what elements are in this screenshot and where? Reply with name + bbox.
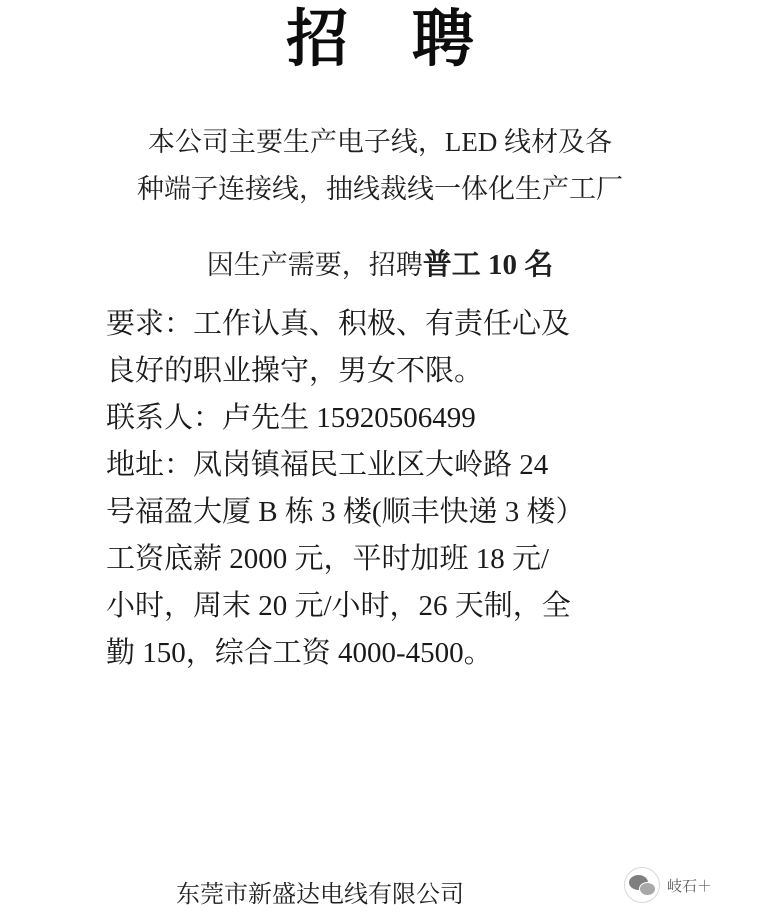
details-block — [28, 301, 732, 677]
need-highlight: 普工 10 名 — [422, 248, 554, 281]
intro-paragraph — [28, 119, 732, 212]
intro-line: 种端子连接线，抽线裁线一体化生产工厂 — [137, 173, 623, 204]
need-prefix: 因生产需要，招聘 — [206, 249, 423, 280]
detail-line: 工资底薪 2000 元，平时加班 18 元/ — [106, 542, 550, 575]
detail-line: 联系人：卢先生 15920506499 — [106, 401, 476, 434]
detail-line: 号福盈大厦 B 栋 3 楼(顺丰快递 3 楼） — [106, 495, 585, 528]
detail-line: 良好的职业操守，男女不限。 — [106, 354, 484, 387]
page-title: 招 聘 — [286, 6, 498, 74]
wechat-icon — [624, 867, 660, 903]
detail-line: 勤 150，综合工资 4000-4500。 — [106, 636, 493, 669]
position-need-line — [28, 242, 732, 283]
wechat-account-badge[interactable] — [624, 863, 744, 907]
intro-line: 本公司主要生产电子线，LED 线材及各 — [147, 127, 613, 158]
poster-page — [0, 8, 760, 921]
detail-line: 小时，周末 20 元/小时，26 天制，全 — [106, 589, 571, 622]
wechat-account-label: 岐石＋ — [667, 877, 713, 895]
detail-line: 要求：工作认真、积极、有责任心及 — [106, 307, 571, 340]
company-name: 东莞市新盛达电线有限公司 — [176, 882, 464, 908]
detail-line: 地址：凤岗镇福民工业区大岭路 24 — [106, 448, 549, 481]
